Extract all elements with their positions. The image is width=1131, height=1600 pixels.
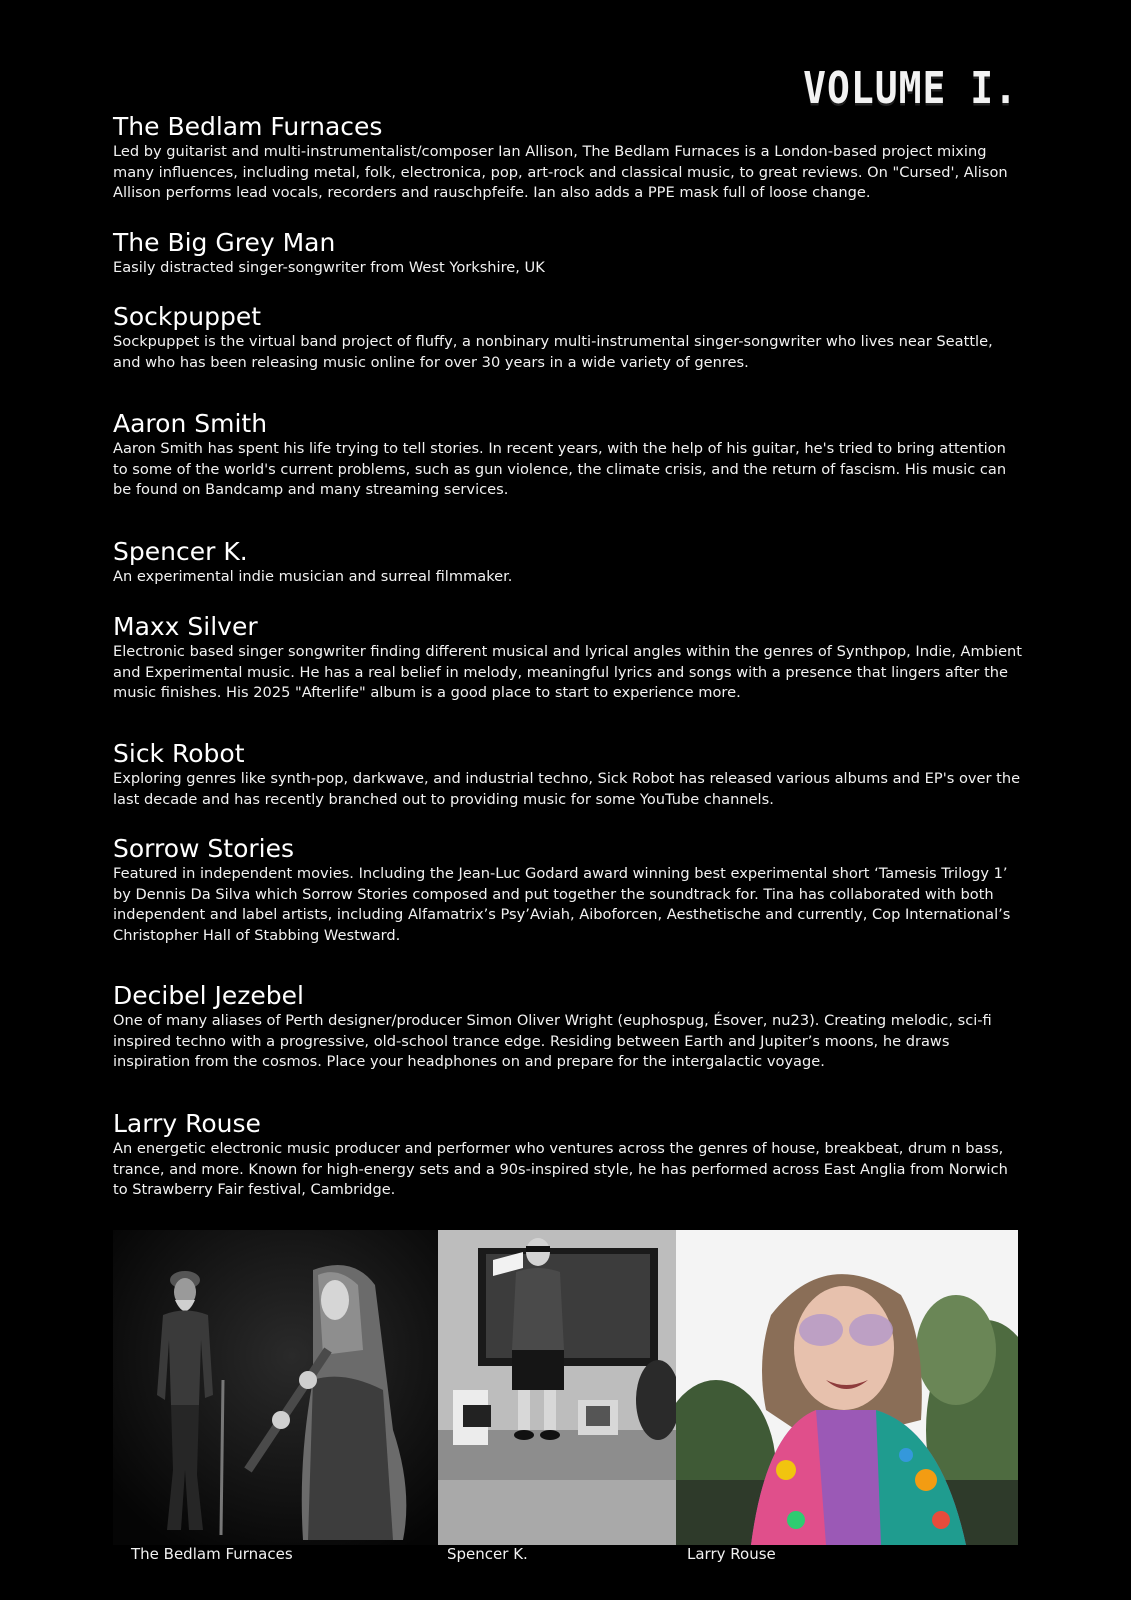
artist-bio: Exploring genres like synth-pop, darkwave, and industrial techno, Sick Robot has released various albums and EP's over the last decade and has recently branched out to providing music for some YouTube channels. — [113, 770, 1021, 808]
artist-entry — [113, 834, 1023, 946]
artist-entry — [113, 739, 1023, 810]
artist-bio: Sockpuppet is the virtual band project of fluffy, a nonbinary multi-instrumental singer-songwriter who lives near Seattle, and who has been releasing music online for over 30 years in a wide variety of genres. — [113, 333, 993, 371]
artist-bio: Electronic based singer songwriter finding different musical and lyrical angles within the genres of Synthpop, Indie, Ambient and Experimental music. He has a real belief in melody, meaningful lyrics and songs with a presence that lingers after the music finishes. His 2025 "Afterlife" album is a good place to start to experience more. — [113, 643, 1023, 701]
artist-name: Decibel Jezebel — [113, 981, 304, 1010]
artist-name: Aaron Smith — [113, 409, 268, 438]
artist-bio: Aaron Smith has spent his life trying to tell stories. In recent years, with the help of his guitar, he's tried to bring attention to some of the world's current problems, such as gun violence, the climate crisis, and the return of fascism. His music can be found on Bandcamp and many streaming services. — [113, 440, 1007, 498]
artist-entry — [113, 228, 1023, 279]
artist-bio: An experimental indie musician and surreal filmmaker. — [113, 568, 513, 585]
artist-name: Sorrow Stories — [113, 834, 295, 863]
photo-strip — [113, 1230, 1018, 1545]
photo-bedlam-furnaces — [113, 1230, 438, 1545]
artist-name: Sick Robot — [113, 739, 245, 768]
artist-bio: An energetic electronic music producer and performer who ventures across the genres of house, breakbeat, drum n bass, trance, and more. Known for high-energy sets and a 90s-inspired style, he has performed across East Anglia from Norwich to Strawberry Fair festival, Cambridge. — [113, 1140, 1008, 1198]
photo-caption: The Bedlam Furnaces — [131, 1545, 293, 1563]
artist-entry — [113, 112, 1023, 204]
artist-bio: Easily distracted singer-songwriter from West Yorkshire, UK — [113, 259, 545, 276]
artist-entry — [113, 409, 1023, 501]
photo-caption: Larry Rouse — [687, 1545, 776, 1563]
photo-spencer-k — [438, 1230, 676, 1545]
artist-entry — [113, 302, 1023, 373]
artist-bio: One of many aliases of Perth designer/producer Simon Oliver Wright (euphospug, Ésover, nu23). Creating melodic, sci-fi inspired techno with a progressive, old-school trance edge. Residing between Earth and Jupiter’s moons, he draws inspiration from the cosmos. Place your headphones on and prepare for the intergalactic voyage. — [113, 1012, 992, 1070]
artist-name: Sockpuppet — [113, 302, 262, 331]
artist-entry — [113, 537, 1023, 588]
photo-caption: Spencer K. — [447, 1545, 528, 1563]
artist-name: The Bedlam Furnaces — [113, 112, 383, 141]
artist-entry — [113, 981, 1023, 1073]
artist-bio: Led by guitarist and multi-instrumentalist/composer Ian Allison, The Bedlam Furnaces is a London-based project mixing many influences, including metal, folk, electronica, pop, art-rock and classical music, to great reviews. On "Cursed', Alison Allison performs lead vocals, recorders and rauschpfeife. Ian also adds a PPE mask full of loose change. — [113, 143, 1008, 201]
artist-entry — [113, 612, 1023, 704]
photo-larry-rouse — [676, 1230, 1018, 1545]
artist-name: The Big Grey Man — [113, 228, 336, 257]
artist-entry — [113, 1109, 1023, 1201]
volume-heading: VOLUME I. — [803, 62, 1018, 114]
artist-name: Larry Rouse — [113, 1109, 261, 1138]
artist-name: Spencer K. — [113, 537, 248, 566]
artist-bio: Featured in independent movies. Including the Jean-Luc Godard award winning best experimental short ‘Tamesis Trilogy 1’ by Dennis Da Silva which Sorrow Stories composed and put together the soundtrack for. Tina has collaborated with both independent and label artists, including Alfamatrix’s Psy’Aviah, Aiboforcen, Aesthetische and currently, Cop International’s Christopher Hall of Stabbing Westward. — [113, 865, 1011, 944]
artist-name: Maxx Silver — [113, 612, 258, 641]
